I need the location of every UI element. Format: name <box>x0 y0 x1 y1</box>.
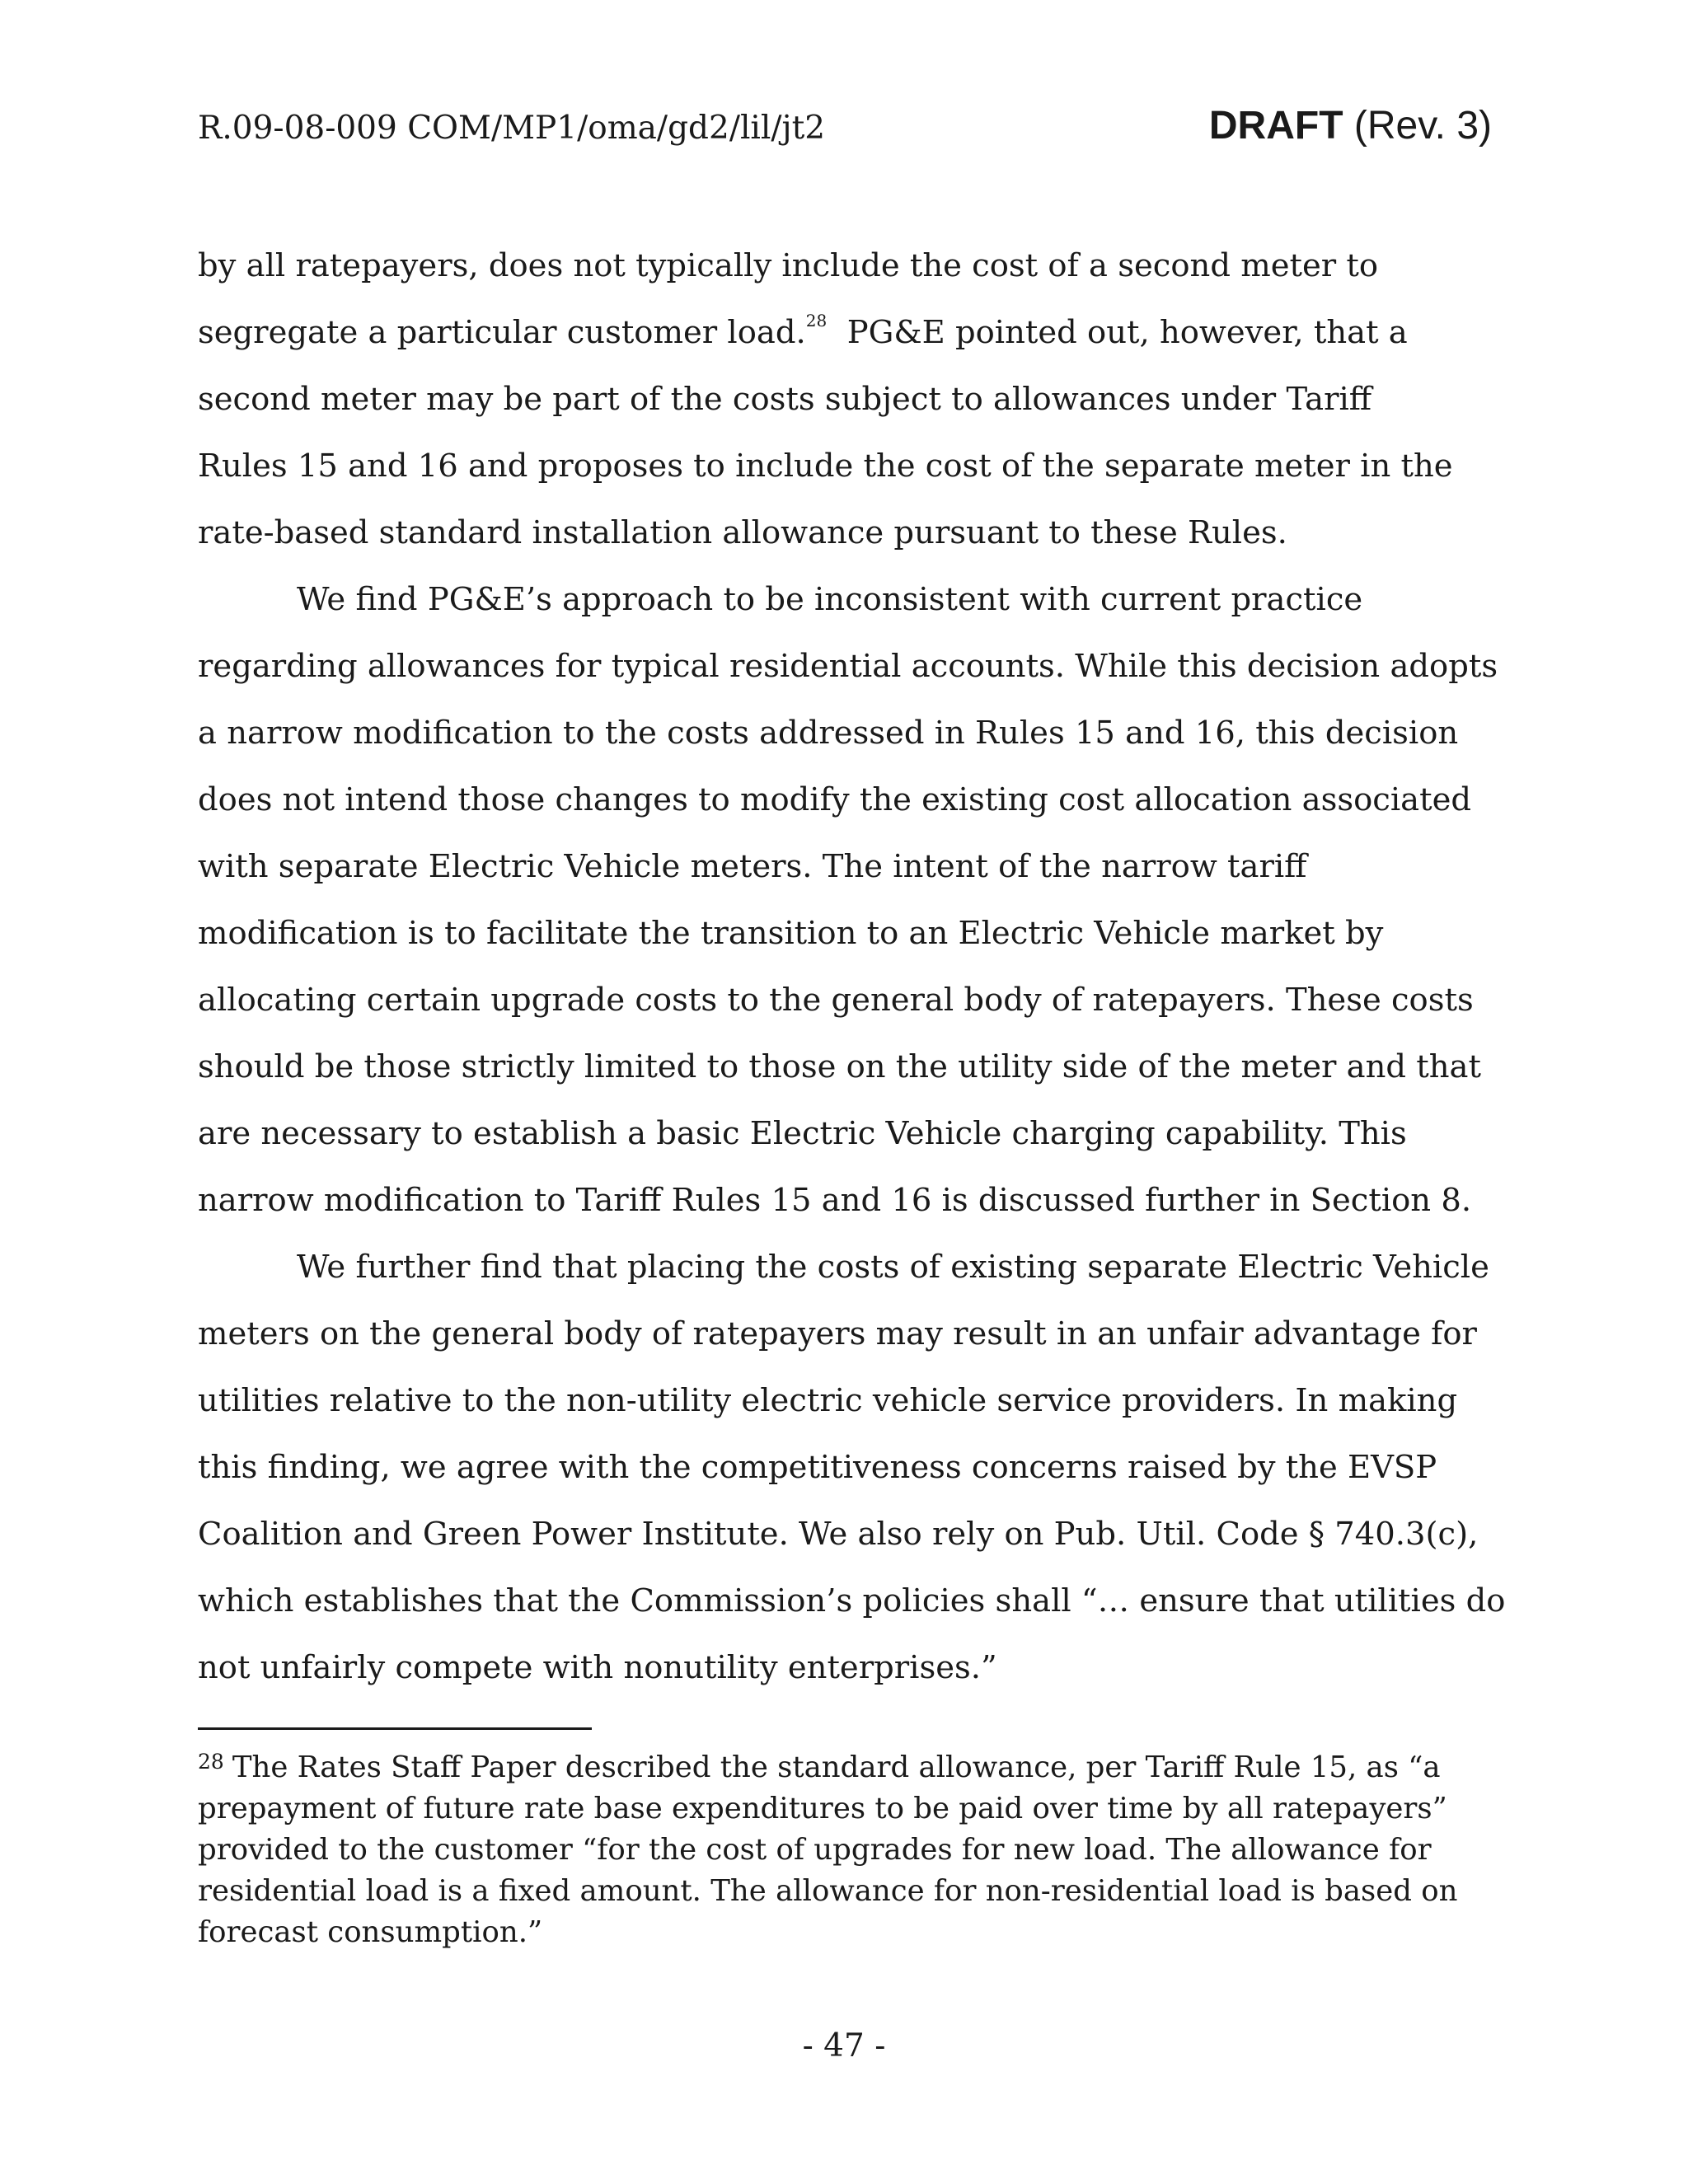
revision-label: (Rev. 3) <box>1353 104 1492 148</box>
text-line: Coalition and Green Power Institute. We also rely on Pub. Util. Code § 740.3(c), <box>198 1516 1479 1553</box>
text-segment: segregate a particular customer load. <box>198 314 806 351</box>
text-line: should be those strictly limited to those on the utility side of the meter and that <box>198 1048 1481 1085</box>
text-line: residential load is a fixed amount. The allowance for non-residential load is based on <box>198 1874 1458 1908</box>
text-line: meters on the general body of ratepayers may result in an unfair advantage for <box>198 1315 1477 1352</box>
text-line: regarding allowances for typical residential accounts. While this decision adopts <box>198 648 1498 685</box>
text-line: We find PG&E’s approach to be inconsistent with current practice <box>297 581 1363 618</box>
paragraph-1 <box>198 232 1496 566</box>
paragraph-2 <box>198 566 1496 1234</box>
text-line: We further find that placing the costs of existing separate Electric Vehicle <box>297 1249 1489 1286</box>
text-line: not unfairly compete with nonutility enterprises.” <box>198 1649 997 1686</box>
footnote-28 <box>198 1741 1496 1953</box>
footnote-divider <box>198 1727 592 1730</box>
text-line: Rules 15 and 16 and proposes to include the cost of the separate meter in the <box>198 448 1453 485</box>
text-line <box>198 1741 1496 1788</box>
text-line: does not intend those changes to modify the existing cost allocation associated <box>198 781 1472 818</box>
text-line: which establishes that the Commission’s policies shall “… ensure that utilities do <box>198 1582 1506 1619</box>
text-line: utilities relative to the non-utility electric vehicle service providers. In making <box>198 1382 1458 1419</box>
body-text <box>198 232 1506 1701</box>
text-line: narrow modification to Tariff Rules 15 and 16 is discussed further in Section 8. <box>198 1182 1472 1219</box>
text-line: this finding, we agree with the competitiveness concerns raised by the EVSP <box>198 1449 1437 1486</box>
draft-label: DRAFT <box>1208 104 1343 148</box>
text-line: are necessary to establish a basic Electric Vehicle charging capability. This <box>198 1115 1407 1152</box>
draft-status <box>1209 103 1492 148</box>
text-line: second meter may be part of the costs subject to allowances under Tariff <box>198 381 1372 418</box>
text-line: provided to the customer “for the cost of upgrades for new load. The allowance for <box>198 1833 1432 1867</box>
text-segment: The Rates Staff Paper described the standard allowance, per Tariff Rule 15, as “a <box>232 1750 1441 1784</box>
text-line: forecast consumption.” <box>198 1915 543 1949</box>
text-line: a narrow modification to the costs addressed in Rules 15 and 16, this decision <box>198 715 1459 752</box>
text-line: allocating certain upgrade costs to the general body of ratepayers. These costs <box>198 982 1474 1019</box>
text-line <box>198 299 1496 366</box>
footnote-reference[interactable]: 28 <box>805 311 828 330</box>
page-header <box>198 103 1492 161</box>
text-segment: PG&E pointed out, however, that a <box>846 314 1408 351</box>
page-number: - 47 - <box>802 2027 886 2064</box>
text-line: with separate Electric Vehicle meters. The intent of the narrow tariff <box>198 848 1307 885</box>
footnote-number: 28 <box>198 1750 224 1774</box>
text-line: prepayment of future rate base expenditures to be paid over time by all ratepayers” <box>198 1792 1447 1825</box>
text-line: rate-based standard installation allowance pursuant to these Rules. <box>198 514 1287 551</box>
proceeding-reference: R.09-08-009 COM/MP1/oma/gd2/lil/jt2 <box>198 110 826 147</box>
paragraph-3 <box>198 1234 1506 1701</box>
text-line: by all ratepayers, does not typically include the cost of a second meter to <box>198 247 1379 284</box>
text-line: modification is to facilitate the transition to an Electric Vehicle market by <box>198 915 1384 952</box>
